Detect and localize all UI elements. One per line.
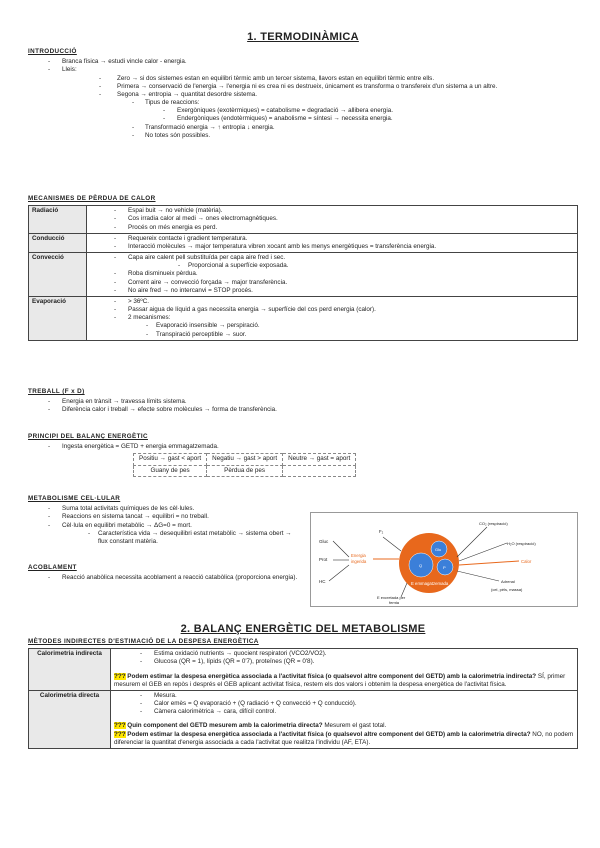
diagram-fs: F₂ bbox=[379, 529, 384, 534]
heading-principi: PRINCIPI DEL BALANÇ ENERGÈTIC bbox=[28, 433, 148, 440]
list-item: - Procés on més energia es perd. bbox=[128, 224, 574, 232]
section-principi bbox=[28, 433, 578, 477]
list-item-text: Capa aire calent pell substituïda per capa aire fred i sec. bbox=[128, 254, 286, 262]
question-text: Podem estimar la despesa energètica associada a l'activitat física (o qualsevol altre component del GETD) amb la calorimetria directa? bbox=[127, 730, 531, 738]
heading-introduccio: INTRODUCCIÓ bbox=[28, 48, 77, 55]
question-text: Quin component del GETD mesurem amb la calorimetria directa? bbox=[127, 722, 323, 730]
list-item: - Mesura. bbox=[154, 692, 574, 700]
diagram-energia: Energia bbox=[351, 553, 366, 558]
list-item bbox=[62, 522, 298, 547]
label-h2o: H₂O (respiració) bbox=[507, 541, 536, 546]
balance-positiu: Positiu → gast < aport bbox=[134, 454, 207, 465]
table-row bbox=[29, 253, 578, 297]
heading-metodes: MÈTODES INDIRECTES D'ESTIMACIÓ DE LA DESPESA ENERGÈTICA bbox=[28, 638, 259, 645]
list-item: - Suma total activitats químiques de les cèl·lules. bbox=[62, 505, 298, 513]
llei-zero: - Zero → si dos sistemes estan en equilibri tèrmic amb un tercer sistema, llavors estan en equilibri tèrmic entre ells. bbox=[117, 75, 578, 83]
heading-treball: TREBALL (F x D) bbox=[28, 388, 85, 395]
label-p: P bbox=[443, 565, 446, 570]
balance-negatiu: Negatiu → gast > aport bbox=[207, 454, 283, 465]
section-treball bbox=[28, 388, 578, 415]
list-item-text: 2 mecanismes: bbox=[128, 314, 171, 322]
llei-segona bbox=[117, 91, 578, 140]
list-item: - Espai buit → no vehicle (matèria). bbox=[128, 207, 574, 215]
qa-block bbox=[114, 722, 574, 730]
section-metodes bbox=[28, 638, 578, 749]
list-item: - Calor emès = Q evaporació + (Q radiació + Q convecció + Q conducció). bbox=[154, 700, 574, 708]
label-emmagatzemada: E emmagatzemada bbox=[411, 581, 449, 586]
arrow-h2o bbox=[459, 543, 507, 561]
segona-list bbox=[117, 99, 578, 140]
qa-block bbox=[114, 731, 574, 747]
heading-acoblament: ACOBLAMENT bbox=[28, 564, 77, 572]
table-row bbox=[29, 649, 578, 691]
lleis-list bbox=[62, 75, 578, 140]
intro-list bbox=[28, 58, 578, 140]
list-item: - Corrent aire → convecció forçada → major transferència. bbox=[128, 279, 574, 287]
table-row bbox=[134, 465, 356, 476]
list-item-text: Cèl·lula en equilibri metabòlic → ΔG=0 = mort. bbox=[62, 521, 192, 529]
list-item: - No aire fred → no intercanvi = STOP procés. bbox=[128, 287, 574, 295]
answer-text: Mesurem el gast total. bbox=[324, 722, 387, 730]
label-excretada: E excretada per bbox=[377, 595, 406, 600]
diagram-ingerida: ingerida bbox=[351, 559, 367, 564]
row-label: Calorimetria directa bbox=[29, 690, 111, 748]
tipus-reaccions bbox=[145, 99, 578, 124]
section-introduccio bbox=[28, 48, 578, 140]
sub-item: - Transpiració perceptible → suor. bbox=[156, 331, 574, 339]
row-content bbox=[87, 206, 578, 234]
balance-guany: Guany de pes bbox=[134, 465, 207, 476]
qa-block bbox=[114, 673, 574, 689]
section-metabolisme bbox=[28, 495, 298, 582]
arrow-calor bbox=[459, 561, 519, 565]
sub-item: - Proporcional a superfície exposada. bbox=[188, 262, 574, 270]
sub-item: - Evaporació insensible → perspiració. bbox=[156, 322, 574, 330]
diagram-svg bbox=[311, 513, 577, 606]
list-item: - Ingesta energètica = GETD + energia emmagatzemada. bbox=[62, 443, 578, 451]
row-label: Calorimetria indirecta bbox=[29, 649, 111, 691]
list-item: - Requereix contacte i gradient temperatura. bbox=[128, 235, 574, 243]
row-content bbox=[111, 690, 578, 748]
metodes-table bbox=[28, 648, 578, 749]
list-item: - Reaccions en sistema tancat → equilibri = no treball. bbox=[62, 513, 298, 521]
answer-text: SÍ, primer mesurem el GEB en repòs i després el GEB aplicant activitat física, restem els dos valors i obtenim la despesa energètica de l'activitat física. bbox=[114, 672, 566, 688]
row-label: Evaporació bbox=[29, 296, 87, 340]
arrow-fs bbox=[383, 537, 401, 551]
exergoniques: - Exergòniques (exotèrmiques) = catabolisme = degradació → allibera energia. bbox=[177, 107, 578, 115]
intro-item bbox=[62, 66, 578, 140]
section-mecanismes bbox=[28, 195, 578, 341]
question-mark: ??? bbox=[114, 672, 126, 680]
title-balanc: 2. BALANÇ ENERGÈTIC DEL METABOLISME bbox=[180, 623, 426, 635]
intro-item: - Branca física → estudi vincle calor - energia. bbox=[62, 58, 578, 66]
transformacio: - Transformació energia → ↑ entropia ↓ energia. bbox=[145, 124, 578, 132]
endergoniques: - Endergòniques (endotèrmiques) = anabolisme = síntesi → necessita energia. bbox=[177, 115, 578, 123]
balance-neutre: Neutre → gast = aport bbox=[283, 454, 356, 465]
answer-text: NO, no podem diferenciar la quantitat d'energia associada a cada l'activitat que realitza l'individu (AF, ETA). bbox=[114, 730, 574, 746]
row-label: Conducció bbox=[29, 233, 87, 252]
diagram-prot: Prot bbox=[319, 557, 328, 562]
list-item: - Càmera calorimètrica → cara, difícil control. bbox=[154, 708, 574, 716]
row-content bbox=[87, 296, 578, 340]
row-label: Radiació bbox=[29, 206, 87, 234]
list-item: - Reacció anabòlica necessita acoblament a reacció catabòlica (proporciona energia). bbox=[62, 574, 298, 582]
table-row bbox=[29, 296, 578, 340]
table-row bbox=[29, 690, 578, 748]
label-urea: Adrenal bbox=[501, 579, 515, 584]
llei-primera: - Primera → conservació de l'energia → l'energia ni es crea ni es destrueix, únicament es transforma o transfereix d'un sistema a un altre. bbox=[117, 83, 578, 91]
mecanismes-table bbox=[28, 205, 578, 341]
balance-perdua: Pèrdua de pes bbox=[207, 465, 283, 476]
row-label: Convecció bbox=[29, 253, 87, 297]
list-item: - Glucosa (QR = 1), lípids (QR = 0'7), proteïnes (QR = 0'8). bbox=[154, 658, 574, 666]
table-row bbox=[29, 206, 578, 234]
label-femta: femta bbox=[389, 600, 400, 605]
arrow-hc bbox=[329, 565, 349, 581]
balance-table bbox=[133, 453, 356, 476]
label-calor: Calor bbox=[521, 559, 532, 564]
table-row bbox=[29, 233, 578, 252]
heading-mecanismes: MECANISMES DE PÈRDUA DE CALOR bbox=[28, 195, 156, 202]
list-item: - Interacció molècules → major temperatura vibren xocant amb les menys energètiques = transferència energia. bbox=[128, 243, 574, 251]
balance-empty bbox=[283, 465, 356, 476]
list-item: - Energia en trànsit → travessa límits sistema. bbox=[62, 398, 578, 406]
list-item: - Estima oxidació nutrients → quocient respiratori (VCO2/VO2). bbox=[154, 650, 574, 658]
label-co2: CO₂ (respiració) bbox=[479, 521, 508, 526]
list-item bbox=[128, 314, 574, 339]
llei-segona-text: Segona → entropia → quantitat desordre sistema. bbox=[117, 90, 258, 98]
arrow-altres bbox=[457, 571, 499, 581]
label-altres: (cel, pèls, massa) bbox=[491, 587, 523, 592]
tipus-list bbox=[145, 107, 578, 123]
row-content bbox=[87, 233, 578, 252]
sub-item: - Característica vida → desequilibri estat metabòlic → sistema obert → flux constant matèria. bbox=[98, 530, 298, 546]
list-item: - Roba disminueix pèrdua. bbox=[128, 270, 574, 278]
question-text: Podem estimar la despesa energètica associada a l'activitat física (o qualsevol altre component del GETD) amb la calorimetria indirecta? bbox=[127, 672, 537, 680]
label-glu: Glu bbox=[435, 547, 442, 552]
row-content bbox=[87, 253, 578, 297]
title-termodinamica: 1. TERMODINÀMICA bbox=[247, 31, 359, 43]
list-item: - Cos irradia calor al medi → ones electromagnètiques. bbox=[128, 215, 574, 223]
intro-lleis: Lleis: bbox=[62, 66, 77, 74]
energy-flow-diagram bbox=[310, 512, 578, 607]
list-item: - Passar aigua de líquid a gas necessita energia → superfície del cos perd energia (calor). bbox=[128, 306, 574, 314]
label-q: Q bbox=[419, 563, 423, 568]
heading-metabolisme: METABOLISME CEL·LULAR bbox=[28, 495, 121, 502]
list-item bbox=[128, 254, 574, 270]
diagram-hc: HC bbox=[319, 579, 326, 584]
row-content bbox=[111, 649, 578, 691]
table-row bbox=[134, 454, 356, 465]
no-totes: - No totes són possibles. bbox=[145, 132, 578, 140]
question-mark: ??? bbox=[114, 730, 126, 738]
tipus-text: Tipus de reaccions: bbox=[145, 99, 200, 107]
arrow-gluc bbox=[333, 541, 349, 557]
diagram-gluc: Gluc bbox=[319, 539, 329, 544]
question-mark: ??? bbox=[114, 722, 126, 730]
list-item: - > 36ºC. bbox=[128, 298, 574, 306]
list-item: - Diferència calor i treball → efecte sobre molècules → forma de transferència. bbox=[62, 406, 578, 414]
